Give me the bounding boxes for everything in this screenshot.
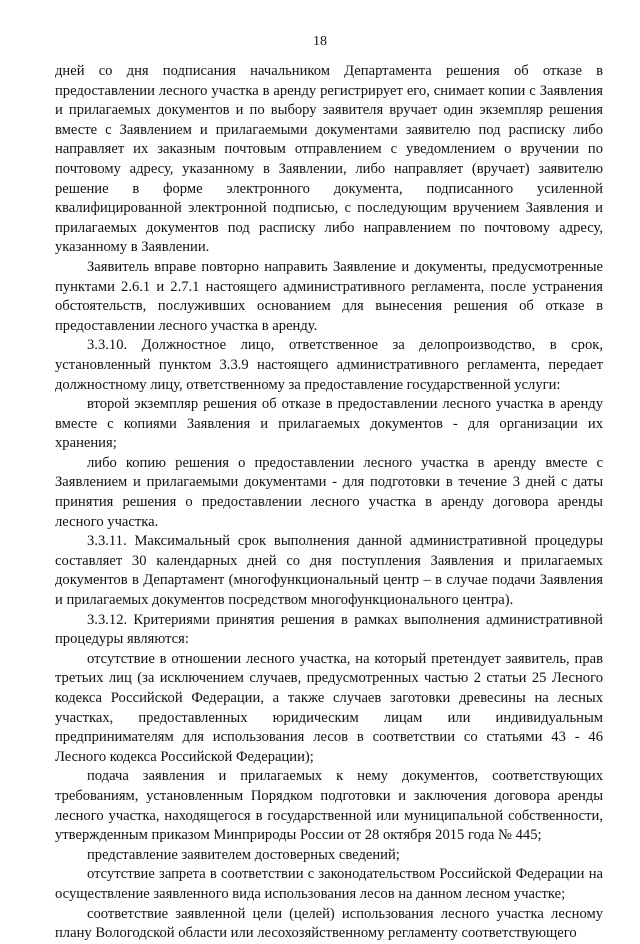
paragraph: представление заявителем достоверных сведений;: [87, 846, 400, 863]
page-number: 18: [313, 34, 327, 49]
paragraph: соответствие заявленной цели (целей) использования лесного участка лесному плану Вологодской области или лесохозяйственному регламенту соответствующего: [55, 905, 603, 942]
paragraph: второй экземпляр решения об отказе в предоставлении лесного участка в аренду вместе с копиями Заявления и прилагаемых документов - для организации их хранения;: [55, 396, 603, 452]
paragraph: отсутствие в отношении лесного участка, на который претендует заявитель, прав третьих лиц (за исключением случаев, предусмотренных частью 2 статьи 25 Лесного кодекса Российской Федерации, а также случаев заготовки древесины на лесных участках, предоставленных юридическим лицам или индивидуальным предпринимателям для использования лесов в соответствии со статьями 43 - 46 Лесного кодекса Российской Федерации);: [55, 650, 603, 765]
paragraph: 3.3.10. Должностное лицо, ответственное за делопроизводство, в срок, установленный пунктом 3.3.9 настоящего административного регламента, передает должностному лицу, ответственному за предоставление государственной услуги:: [55, 337, 603, 393]
paragraph: отсутствие запрета в соответствии с законодательством Российской Федерации на осуществление заявленного вида использования лесов на данном лесном участке;: [55, 866, 603, 902]
paragraph: подача заявления и прилагаемых к нему документов, соответствующих требованиям, установленным Порядком подготовки и заключения договора аренды лесного участка, находящегося в государственной или муниципальной собственности, утвержденным приказом Минприроды России от 28 октября 2015 года № 445;: [55, 768, 603, 844]
document-body: [55, 62, 603, 944]
paragraph: 3.3.11. Максимальный срок выполнения данной административной процедуры составляет 30 календарных дней со дня поступления Заявления и прилагаемых документов в Департамент (многофункциональный центр – в случае подачи Заявления и прилагаемых документов посредством многофункционального центра).: [55, 533, 603, 609]
paragraph: 3.3.12. Критериями принятия решения в рамках выполнения административной процедуры являются:: [55, 611, 603, 648]
paragraph: Заявитель вправе повторно направить Заявление и документы, предусмотренные пунктами 2.6.1 и 2.7.1 настоящего административного регламента, после устранения обстоятельств, послуживших основанием для вынесения решения об отказе в предоставлении лесного участка в аренду.: [55, 258, 603, 334]
paragraph: дней со дня подписания начальником Департамента решения об отказе в предоставлении лесного участка в аренду регистрирует его, снимает копии с Заявления и прилагаемых документов и по выбору заявителя вручает один экземпляр решения вместе с Заявлением и прилагаемыми документами заявителю под расписку либо направляет их заказным почтовым отправлением с уведомлением о вручении по почтовому адресу, указанному в Заявлении, либо направляет (вручает) заявителю решение в форме электронного документа, подписанного усиленной квалифицированной электронной подписью, с последующим вручением Заявления и прилагаемых документов под расписку либо направлением по почтовому адресу, указанному в Заявлении.: [55, 63, 603, 256]
paragraph: либо копию решения о предоставлении лесного участка в аренду вместе с Заявлением и прилагаемыми документами - для подготовки в течение 3 дней с даты принятия решения о предоставлении лесного участка в аренду договора аренды лесного участка.: [55, 454, 603, 530]
